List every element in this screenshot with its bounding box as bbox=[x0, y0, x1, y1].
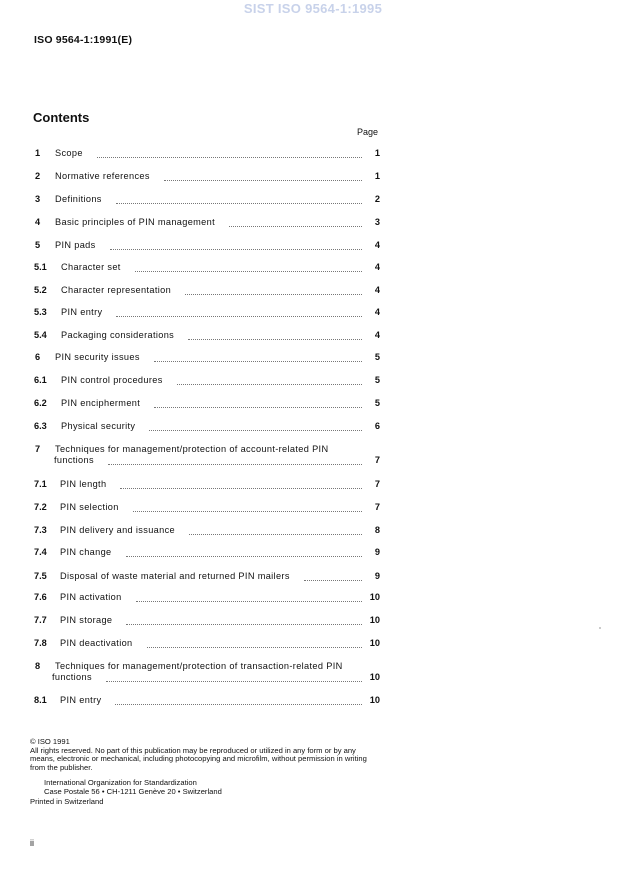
copyright-line: © ISO 1991 bbox=[30, 737, 70, 746]
toc-dot-leader bbox=[154, 407, 362, 408]
scan-speck bbox=[599, 627, 601, 629]
toc-entry-title: Physical security bbox=[61, 421, 136, 431]
toc-entry bbox=[0, 638, 626, 652]
toc-entry-number: 8.1 bbox=[34, 695, 47, 705]
toc-entry-title: Normative references bbox=[55, 171, 150, 181]
toc-entry-page: 10 bbox=[369, 638, 380, 648]
toc-entry-title: Character representation bbox=[61, 285, 172, 295]
toc-entry bbox=[0, 398, 626, 412]
toc-entry-number: 7.8 bbox=[34, 638, 47, 648]
toc-entry-title: Disposal of waste material and returned PIN mailers bbox=[60, 571, 290, 581]
toc-entry-page: 4 bbox=[374, 307, 380, 317]
toc-entry-number: 6.2 bbox=[34, 398, 47, 408]
toc-entry-number: 7.6 bbox=[34, 592, 47, 602]
toc-dot-leader bbox=[149, 430, 362, 431]
printed-in: Printed in Switzerland bbox=[30, 797, 104, 806]
toc-entry-title: PIN selection bbox=[60, 502, 119, 512]
toc-entry-number: 6.3 bbox=[34, 421, 47, 431]
toc-entry-title: PIN delivery and issuance bbox=[60, 525, 175, 535]
toc-entry-title: PIN entry bbox=[61, 307, 103, 317]
toc-entry-page: 8 bbox=[374, 525, 380, 535]
toc-entry-page: 5 bbox=[374, 398, 380, 408]
toc-entry-page: 7 bbox=[374, 502, 380, 512]
toc-entry bbox=[0, 479, 626, 493]
toc-entry-page: 6 bbox=[374, 421, 380, 431]
toc-entry-number: 5.3 bbox=[34, 307, 47, 317]
toc-dot-leader bbox=[185, 294, 362, 295]
toc-dot-leader bbox=[189, 534, 362, 535]
toc-entry-page: 5 bbox=[374, 352, 380, 362]
toc-dot-leader bbox=[116, 203, 362, 204]
toc-entry-number: 7.1 bbox=[34, 479, 47, 489]
toc-entry-title: Scope bbox=[55, 148, 83, 158]
toc-entry bbox=[0, 421, 626, 435]
toc-entry bbox=[0, 330, 626, 344]
page-column-label: Page bbox=[357, 127, 379, 137]
toc-entry-title: PIN storage bbox=[60, 615, 113, 625]
toc-dot-leader bbox=[120, 488, 362, 489]
toc-entry-title: PIN entry bbox=[60, 695, 102, 705]
copyright-notice: All rights reserved. No part of this publication may be reproduced or utilized in any form or by any means, electronic or mechanical, including photocopying and microfilm, without permission in writing from the publisher. bbox=[30, 745, 367, 772]
toc-entry-title: Character set bbox=[61, 262, 121, 272]
toc-dot-leader bbox=[147, 647, 362, 648]
toc-entry bbox=[0, 525, 626, 539]
toc-dot-leader bbox=[126, 556, 362, 557]
toc-entry-number: 5.1 bbox=[34, 262, 47, 272]
toc-entry bbox=[0, 547, 626, 561]
toc-dot-leader bbox=[229, 226, 362, 227]
publisher-postal: Case Postale 56 • CH-1211 Genève 20 • Switzerland bbox=[44, 787, 222, 796]
toc-dot-leader bbox=[177, 384, 362, 385]
toc-entry-number: 4 bbox=[35, 217, 41, 227]
publisher-address bbox=[44, 778, 222, 796]
toc-dot-leader bbox=[133, 511, 362, 512]
toc-entry bbox=[0, 171, 626, 185]
toc-entry-page: 1 bbox=[374, 171, 380, 181]
toc-entry-title: Techniques for management/protection of transaction-related PIN bbox=[55, 661, 343, 671]
toc-dot-leader bbox=[188, 339, 362, 340]
toc-entry-title: PIN control procedures bbox=[61, 375, 163, 385]
toc-entry-number: 1 bbox=[35, 148, 41, 158]
toc-entry bbox=[0, 352, 626, 366]
toc-dot-leader bbox=[108, 464, 362, 465]
toc-dot-leader bbox=[136, 601, 362, 602]
toc-entry-page: 3 bbox=[374, 217, 380, 227]
document-id: ISO 9564-1:1991(E) bbox=[34, 34, 133, 46]
toc-entry-number: 5 bbox=[35, 240, 41, 250]
toc-entry bbox=[0, 217, 626, 231]
toc-entry-title: PIN pads bbox=[55, 240, 96, 250]
toc-dot-leader bbox=[115, 704, 362, 705]
toc-entry-title-continued: functions bbox=[52, 672, 92, 682]
toc-entry-page: 1 bbox=[374, 148, 380, 158]
toc-dot-leader bbox=[164, 180, 362, 181]
toc-entry bbox=[0, 194, 626, 208]
toc-entry-number: 5.4 bbox=[34, 330, 47, 340]
toc-entry-title-continued: functions bbox=[54, 455, 94, 465]
toc-entry-number: 2 bbox=[35, 171, 41, 181]
toc-dot-leader bbox=[135, 271, 362, 272]
toc-entry-title: PIN deactivation bbox=[60, 638, 133, 648]
toc-entry-title: PIN security issues bbox=[55, 352, 140, 362]
toc-dot-leader bbox=[304, 580, 362, 581]
toc-entry-page: 4 bbox=[374, 262, 380, 272]
toc-entry bbox=[0, 502, 626, 516]
toc-entry-page: 10 bbox=[369, 615, 380, 625]
toc-entry-number: 7.2 bbox=[34, 502, 47, 512]
toc-entry-number: 7.3 bbox=[34, 525, 47, 535]
contents-heading: Contents bbox=[33, 110, 90, 125]
toc-entry-page: 4 bbox=[374, 330, 380, 340]
toc-entry bbox=[0, 240, 626, 254]
toc-entry-page: 10 bbox=[369, 672, 380, 682]
toc-entry-number: 3 bbox=[35, 194, 41, 204]
toc-entry-title: Techniques for management/protection of account-related PIN bbox=[55, 444, 329, 454]
toc-entry-number: 8 bbox=[35, 661, 41, 671]
toc-entry bbox=[0, 262, 626, 276]
toc-entry-title: Basic principles of PIN management bbox=[55, 217, 215, 227]
toc-entry-title: PIN length bbox=[60, 479, 107, 489]
copyright-block bbox=[30, 738, 380, 772]
toc-entry-number: 7.5 bbox=[34, 571, 47, 581]
toc-entry-title: PIN encipherment bbox=[61, 398, 141, 408]
toc-dot-leader bbox=[126, 624, 362, 625]
toc-entry-number: 5.2 bbox=[34, 285, 47, 295]
toc-entry-title: Definitions bbox=[55, 194, 102, 204]
toc-entry bbox=[0, 615, 626, 629]
page-number: ii bbox=[30, 838, 34, 848]
toc-entry bbox=[0, 285, 626, 299]
toc-entry-page: 7 bbox=[374, 455, 380, 465]
toc-entry bbox=[0, 375, 626, 389]
toc-dot-leader bbox=[106, 681, 362, 682]
toc-entry-number: 7.4 bbox=[34, 547, 47, 557]
toc-entry-number: 7.7 bbox=[34, 615, 47, 625]
toc-dot-leader bbox=[97, 157, 362, 158]
toc-dot-leader bbox=[116, 316, 362, 317]
toc-entry bbox=[0, 571, 626, 585]
toc-dot-leader bbox=[110, 249, 362, 250]
toc-entry-page: 5 bbox=[374, 375, 380, 385]
toc-entry-page: 7 bbox=[374, 479, 380, 489]
toc-entry-page: 9 bbox=[374, 547, 380, 557]
publisher-org: International Organization for Standardization bbox=[44, 778, 197, 787]
toc-entry-page: 4 bbox=[374, 285, 380, 295]
toc-entry bbox=[0, 592, 626, 606]
toc-entry-page: 2 bbox=[374, 194, 380, 204]
toc-entry-number: 6.1 bbox=[34, 375, 47, 385]
toc-entry bbox=[0, 695, 626, 709]
toc-dot-leader bbox=[154, 361, 362, 362]
watermark: SIST ISO 9564-1:1995 bbox=[243, 1, 383, 16]
toc-entry-page: 10 bbox=[369, 695, 380, 705]
toc-entry bbox=[0, 148, 626, 162]
toc-entry-page: 10 bbox=[369, 592, 380, 602]
toc-entry bbox=[0, 444, 626, 465]
toc-entry bbox=[0, 661, 626, 682]
toc-entry-page: 9 bbox=[374, 571, 380, 581]
toc-entry-page: 4 bbox=[374, 240, 380, 250]
toc-entry-title: Packaging considerations bbox=[61, 330, 175, 340]
toc-entry-title: PIN activation bbox=[60, 592, 122, 602]
toc-entry-title: PIN change bbox=[60, 547, 112, 557]
toc-entry-number: 6 bbox=[35, 352, 41, 362]
toc-entry-number: 7 bbox=[35, 444, 41, 454]
toc-entry bbox=[0, 307, 626, 321]
